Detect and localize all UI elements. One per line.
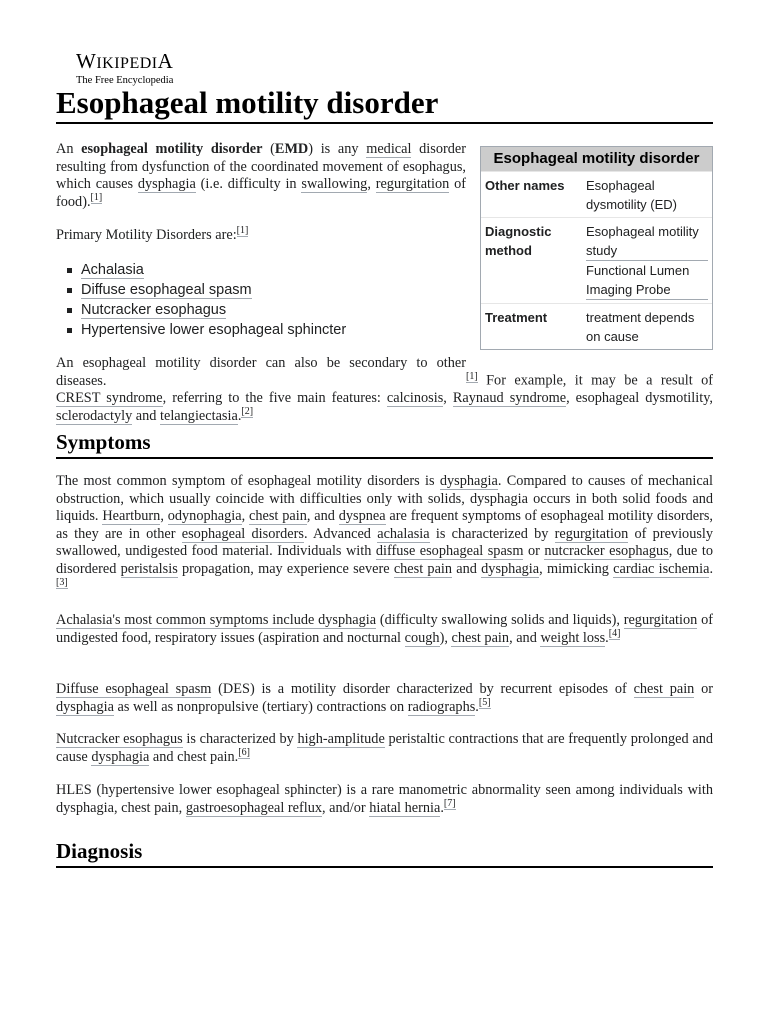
intro-paragraph: An esophageal motility disorder (EMD) is any medical disorder resulting from dysfunction of the coordinated movement of esophagus, which causes dysphagia (i.e. difficulty in swallowing, regurgitation of food).[1] [56,141,467,210]
list-item [58,300,346,320]
infobox [480,146,713,350]
infobox-value: Esophageal dysmotility (ED) [586,178,678,212]
link-dysphagia[interactable]: dysphagia [56,698,114,715]
wikipedia-logo[interactable] [76,50,196,87]
infobox-row-other-names [481,171,712,217]
reference-link[interactable]: [6] [238,746,250,758]
symptoms-paragraph: The most common symptom of esophageal motility disorders is dysphagia. Compared to causes of mechanical obstruction, which usually coincide with difficulties only with solids, dysphagia occurs in both solid foods and liquids. Heartburn, odynophagia, chest pain, and dyspnea are frequent symptoms of esophageal motility disorders, as they are in other esophageal disorders. Advanced achalasia is characterized by regurgitation of previously swallowed, undigested food material. Individuals with diffuse esophageal spasm or nutcracker esophagus, due to disordered peristalsis propagation, may experience severe chest pain and dysphagia, mimicking cardiac ischemia.[3] [56,473,714,588]
reference-link[interactable]: [1] [236,225,249,237]
link-weight-loss[interactable]: weight loss [540,629,606,646]
link-dyspnea[interactable]: dyspnea [338,508,386,525]
link-dysphagia[interactable]: dysphagia [318,612,377,628]
primary-motility-paragraph: Primary Motility Disorders are:[1] [56,225,249,243]
reference-link[interactable]: [5] [478,696,491,708]
link-nutcracker-esophagus[interactable]: Nutcracker esophagus [56,731,183,747]
link-calcinosis[interactable]: calcinosis [386,390,444,407]
achalasia-paragraph: Achalasia's most common symptoms include dysphagia (difficulty swallowing solids and liquids), regurgitation of undigested food, respiratory issues (aspiration and nocturnal cough), chest pain, and weight loss.[4] [56,612,713,646]
link-regurgitation[interactable]: regurgitation [554,525,629,542]
link-medical[interactable]: medical [366,141,412,157]
link-diffuse-esophageal-spasm[interactable]: Diffuse esophageal spasm [56,681,212,697]
link-nutcracker-esophagus[interactable]: Nutcracker esophagus [81,302,227,318]
des-paragraph: Diffuse esophageal spasm (DES) is a motility disorder characterized by recurrent episodes of chest pain or dysphagia as well as nonpropulsive (tertiary) contractions on radiographs.[5] [56,681,714,715]
link-sclerodactyly[interactable]: sclerodactyly [56,407,133,424]
link-raynaud-syndrome[interactable]: Raynaud syndrome [452,390,567,407]
list-item [58,260,346,280]
link-chest-pain[interactable]: chest pain [451,629,510,646]
infobox-value: treatment depends on cause [586,310,695,344]
hles-paragraph: HLES (hypertensive lower esophageal sphincter) is a rare manometric abnormality seen among individuals with dysphagia, chest pain, gastroesophageal reflux, and/or hiatal hernia.[7] [56,782,713,816]
link-chest-pain[interactable]: chest pain [249,508,307,525]
link-nutcracker-esophagus[interactable]: nutcracker esophagus [544,543,669,560]
link-dysphagia[interactable]: dysphagia [481,560,540,577]
link-dysphagia[interactable]: dysphagia [137,176,196,193]
section-heading-symptoms: Symptoms [56,429,713,459]
link-regurgitation[interactable]: regurgitation [623,612,698,628]
secondary-paragraph: An esophageal motility disorder can also be secondary to other diseases. [1] For example, it may be a result of CREST syndrome, referring to the five main features: calcinosis, Raynaud syndrome, esophageal dysmotility, sclerodactyly and telangiectasia.[2] [56,355,713,424]
link-hiatal-hernia[interactable]: hiatal hernia [369,799,441,816]
link-peristalsis[interactable]: peristalsis [120,560,178,577]
link-dysphagia[interactable]: dysphagia [439,473,498,489]
infobox-row-diagnostic-method [481,217,712,303]
reference-link[interactable]: [2] [241,406,254,418]
nutcracker-paragraph: Nutcracker esophagus is characterized by high-amplitude peristaltic contractions that are frequently prolonged and cause dysphagia and chest pain.[6] [56,731,713,765]
infobox-label: Treatment [485,310,548,325]
link-cough[interactable]: cough [404,629,440,646]
link-crest-syndrome[interactable]: CREST syndrome [56,390,163,407]
infobox-title: Esophageal motility disorder [481,147,712,171]
section-heading-diagnosis: Diagnosis [56,838,713,868]
link-chest-pain[interactable]: chest pain [393,560,453,577]
list-item [58,320,346,340]
link-cardiac-ischemia[interactable]: cardiac ischemia [613,560,710,577]
link-esophageal-disorders[interactable]: esophageal disorders [181,525,304,542]
infobox-link[interactable]: Functional Lumen Imaging Probe [586,261,708,300]
link-odynophagia[interactable]: odynophagia [167,508,242,525]
link-diffuse-esophageal-spasm[interactable]: Diffuse esophageal spasm [81,282,252,298]
link-heartburn[interactable]: Heartburn [102,508,161,525]
motility-disorders-list [58,260,346,340]
reference-link[interactable]: [4] [608,627,621,639]
page-title: Esophageal motility disorder [56,84,713,124]
link-telangiectasia[interactable]: telangiectasia [160,407,238,424]
infobox-row-treatment [481,303,712,349]
link-achalasia[interactable]: achalasia [377,525,430,542]
link-diffuse-esophageal-spasm[interactable]: diffuse esophageal spasm [375,543,524,560]
infobox-label: Diagnostic method [485,224,552,258]
link-regurgitation[interactable]: regurgitation [375,176,450,193]
infobox-label: Other names [485,178,565,193]
infobox-link[interactable]: Esophageal motility study [586,222,708,261]
link-achalasia[interactable]: Achalasia [81,262,144,278]
wikipedia-tagline: The Free Encyclopedia [76,75,174,86]
link-gastroesophageal-reflux[interactable]: gastroesophageal reflux [185,799,323,816]
link-high-amplitude[interactable]: high-amplitude [297,731,385,747]
link-swallowing[interactable]: swallowing [301,176,368,193]
link-dysphagia[interactable]: dysphagia [91,748,150,765]
list-text: Hypertensive lower esophageal sphincter [81,322,347,338]
reference-link[interactable]: [1] [466,370,478,382]
reference-link[interactable]: [1] [90,192,103,204]
wikipedia-wordmark: WIKIPEDIA [76,49,174,73]
link-radiographs[interactable]: radiographs [407,698,476,715]
reference-link[interactable]: [3] [56,576,68,588]
link-achalasia[interactable]: Achalasia's most common symptoms include [56,612,319,628]
list-item [58,280,346,300]
link-chest-pain[interactable]: chest pain [633,681,695,697]
reference-link[interactable]: [7] [443,797,456,809]
